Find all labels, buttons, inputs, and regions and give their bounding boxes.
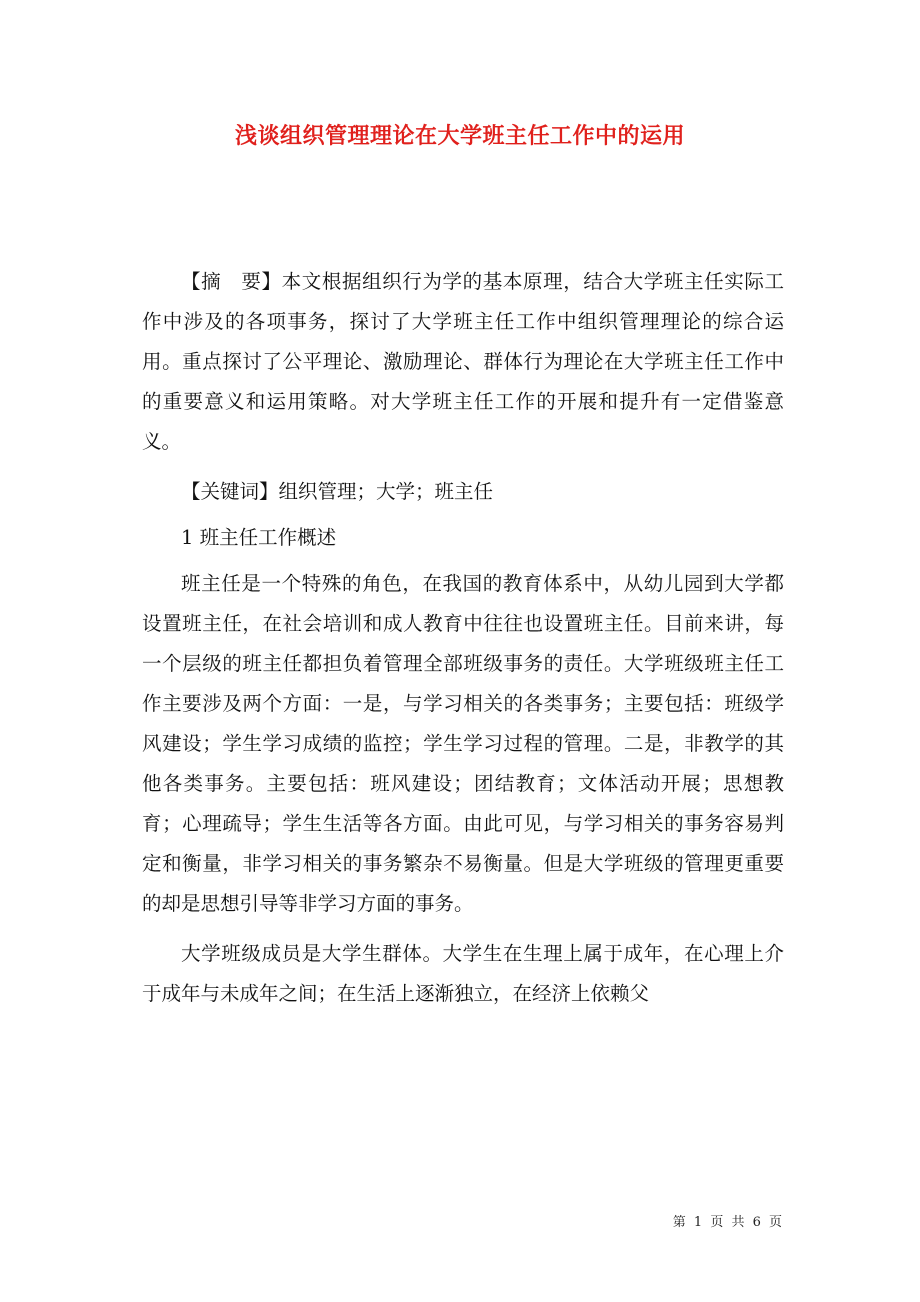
body-paragraph: 大学班级成员是大学生群体。大学生在生理上属于成年，在心理上介于成年与未成年之间；在生活上逐渐独立，在经济上依赖父 bbox=[142, 942, 784, 1005]
section-heading: 1 班主任工作概述 bbox=[181, 526, 337, 549]
body-paragraph: 班主任是一个特殊的角色，在我国的教育体系中，从幼儿园到大学都设置班主任，在社会培训和成人教育中往往也设置班主任。目前来讲，每一个层级的班主任都担负着管理全部班级事务的责任。大学班级班主任工作主要涉及两个方面：一是，与学习相关的各类事务；主要包括：班级学风建设；学生学习成绩的监控；学生学习过程的管理。二是，非教学的其他各类事务。主要包括：班风建设；团结教育；文体活动开展；思想教育；心理疏导；学生生活等各方面。由此可见，与学习相关的事务容易判定和衡量，非学习相关的事务繁杂不易衡量。但是大学班级的管理更重要的却是思想引导等非学习方面的事务。 bbox=[142, 572, 784, 915]
abstract-paragraph: 【摘 要】本文根据组织行为学的基本原理，结合大学班主任实际工作中涉及的各项事务，探讨了大学班主任工作中组织管理理论的综合运用。重点探讨了公平理论、激励理论、群体行为理论在大学班主任工作中的重要意义和运用策略。对大学班主任工作的开展和提升有一定借鉴意义。 bbox=[142, 270, 784, 453]
page-number: 第 1 页 共 6 页 bbox=[672, 1215, 784, 1230]
document-title: 浅谈组织管理理论在大学班主任工作中的运用 bbox=[234, 123, 685, 149]
document-body bbox=[142, 262, 784, 1024]
keywords-paragraph: 【关键词】组织管理；大学；班主任 bbox=[181, 480, 494, 503]
